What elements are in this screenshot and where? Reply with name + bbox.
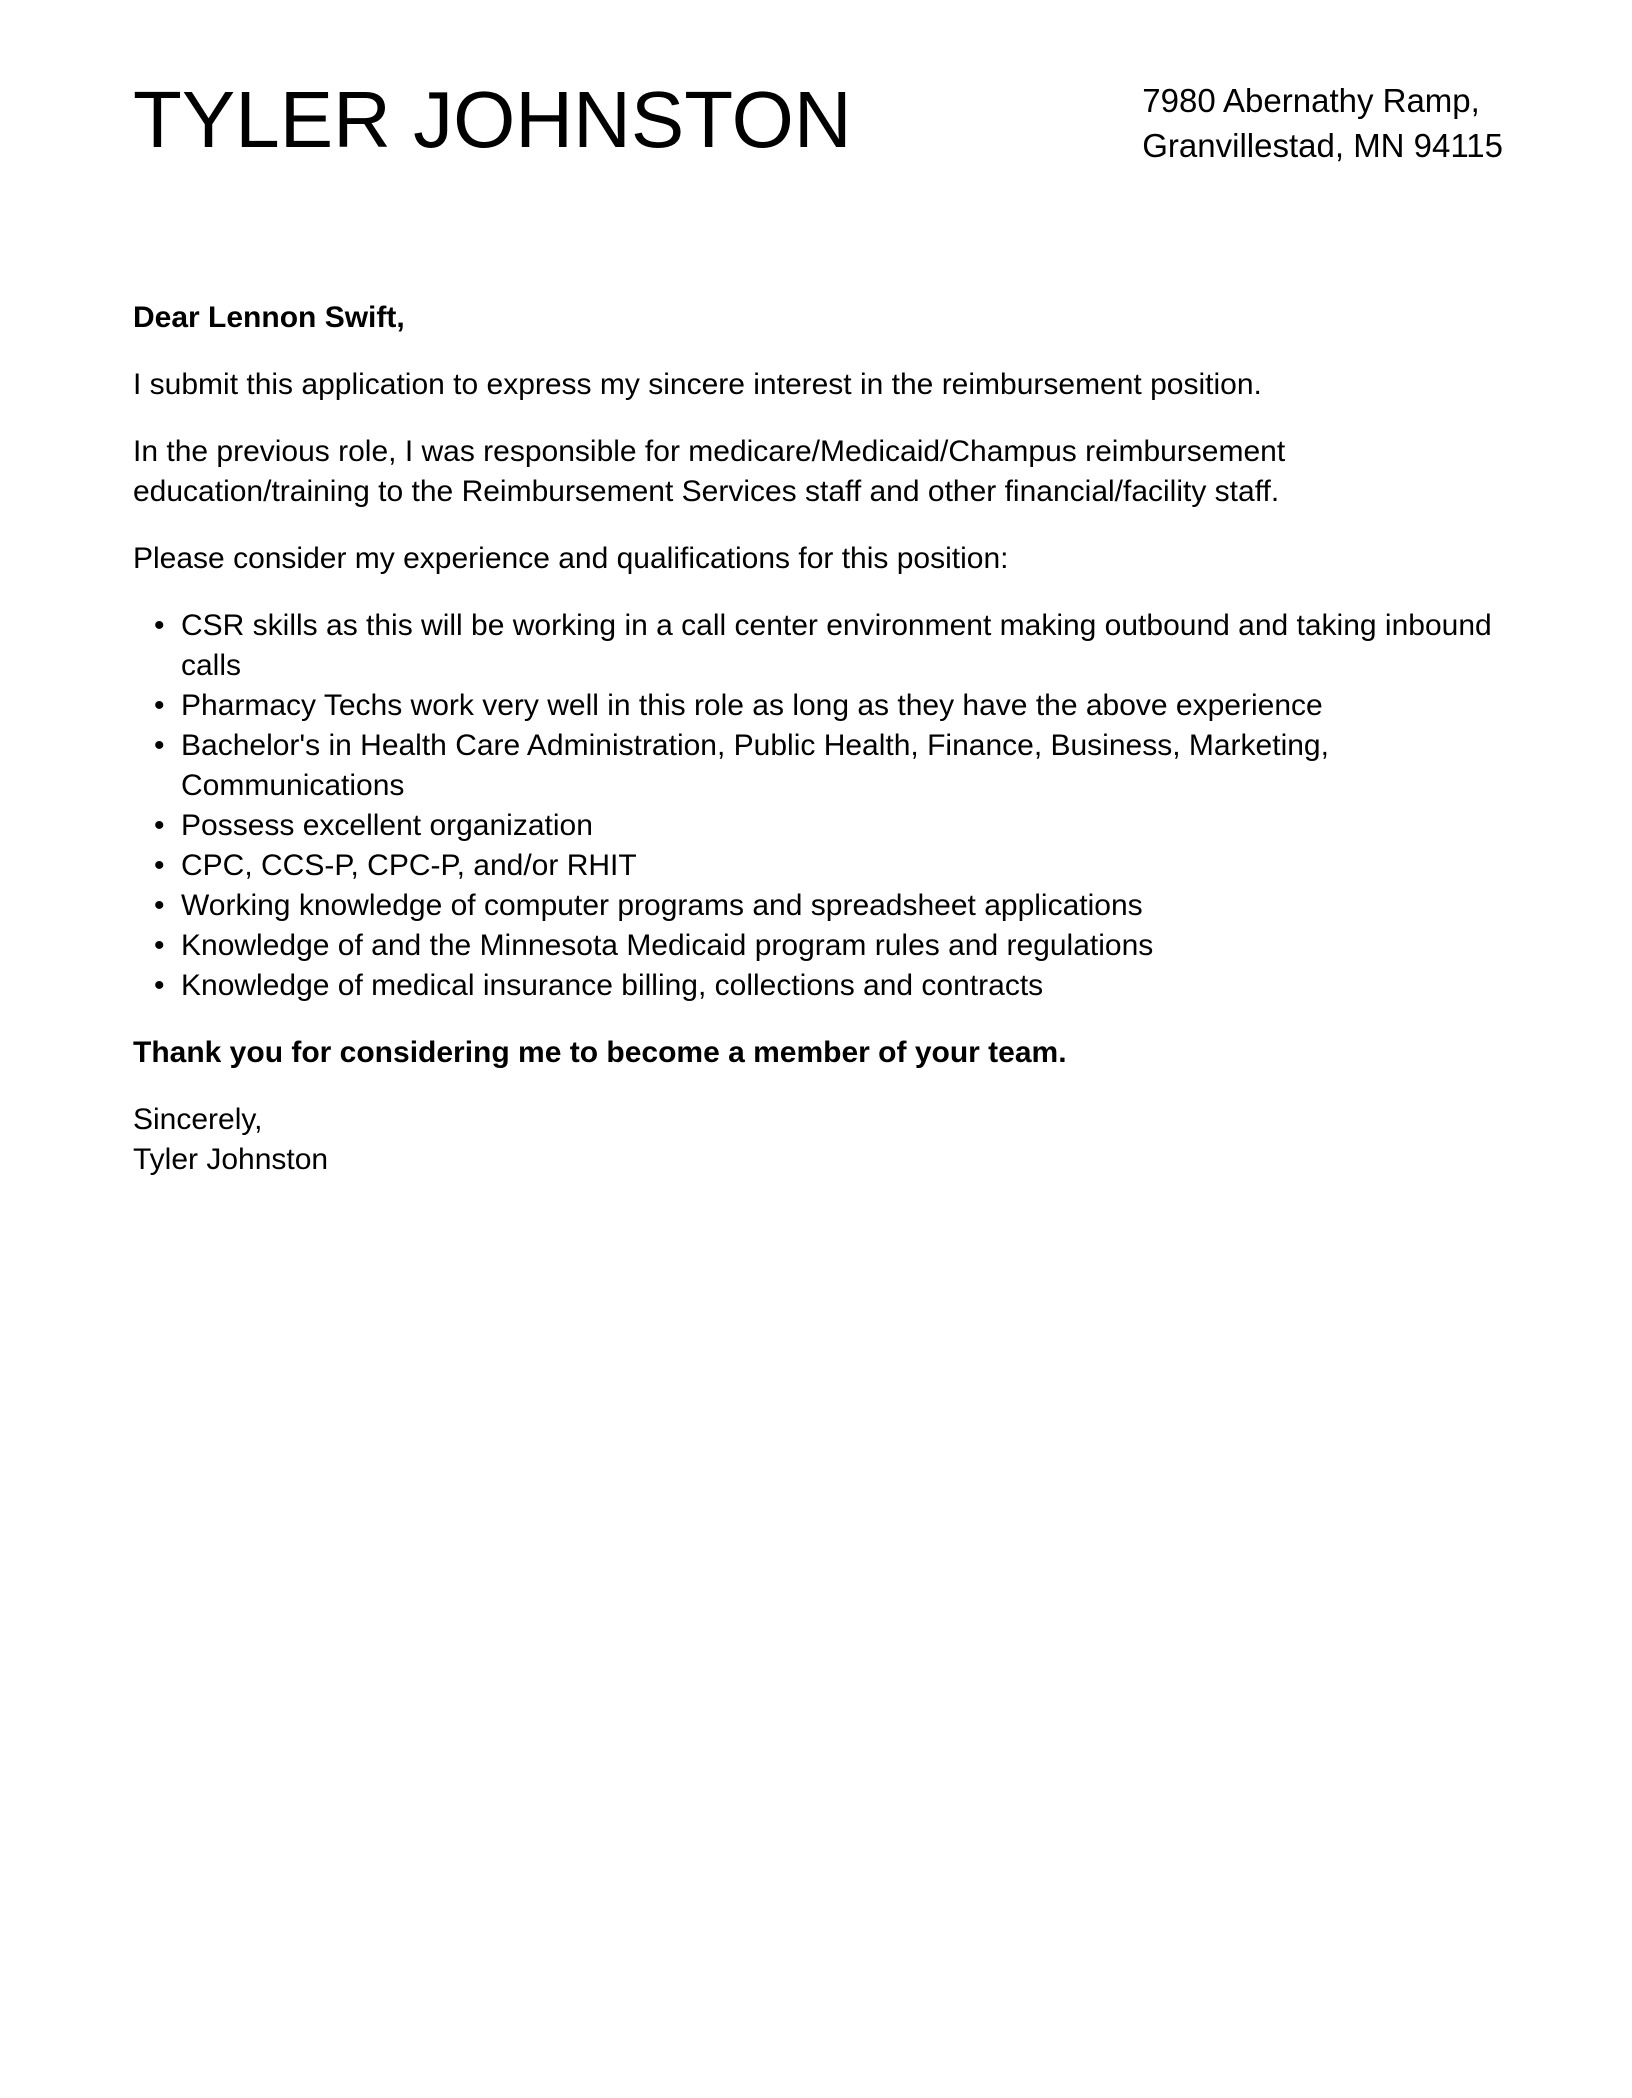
qualification-item: • Working knowledge of computer programs and spreadsheet applications xyxy=(181,886,1503,926)
qualification-item: • Bachelor's in Health Care Administration, Public Health, Finance, Business, Marketing, Communications xyxy=(181,726,1503,806)
signoff-block xyxy=(133,1100,1503,1180)
greeting: Dear Lennon Swift, xyxy=(133,301,405,334)
applicant-address xyxy=(1142,78,1503,168)
applicant-name: TYLER JOHNSTON xyxy=(133,75,852,164)
qualification-item: • CPC, CCS-P, CPC-P, and/or RHIT xyxy=(181,846,1503,886)
letter-body xyxy=(133,298,1503,1207)
qualification-item: • Knowledge of and the Minnesota Medicaid program rules and regulations xyxy=(181,926,1503,966)
signature-name: Tyler Johnston xyxy=(133,1143,329,1176)
qualifications-intro: Please consider my experience and qualifications for this position: xyxy=(133,542,1009,575)
qualification-item: • Knowledge of medical insurance billing, collections and contracts xyxy=(181,966,1503,1006)
intro-paragraph: I submit this application to express my sincere interest in the reimbursement position. xyxy=(133,368,1262,401)
closing-thanks: Thank you for considering me to become a member of your team. xyxy=(133,1036,1067,1069)
qualification-item: • Pharmacy Techs work very well in this role as long as they have the above experience xyxy=(181,686,1503,726)
qualification-item: • CSR skills as this will be working in a call center environment making outbound and taking inbound calls xyxy=(181,606,1503,686)
letter-header xyxy=(133,70,1503,210)
qualification-item: • Possess excellent organization xyxy=(181,806,1503,846)
signoff: Sincerely, xyxy=(133,1103,263,1136)
qualifications-list xyxy=(133,606,1503,1006)
address-line-1: 7980 Abernathy Ramp, xyxy=(1142,82,1480,119)
experience-paragraph: In the previous role, I was responsible for medicare/Medicaid/Champus reimbursement education/training to the Reimbursement Services staff and other financial/facility staff. xyxy=(133,435,1286,508)
address-line-2: Granvillestad, MN 94115 xyxy=(1142,127,1503,164)
